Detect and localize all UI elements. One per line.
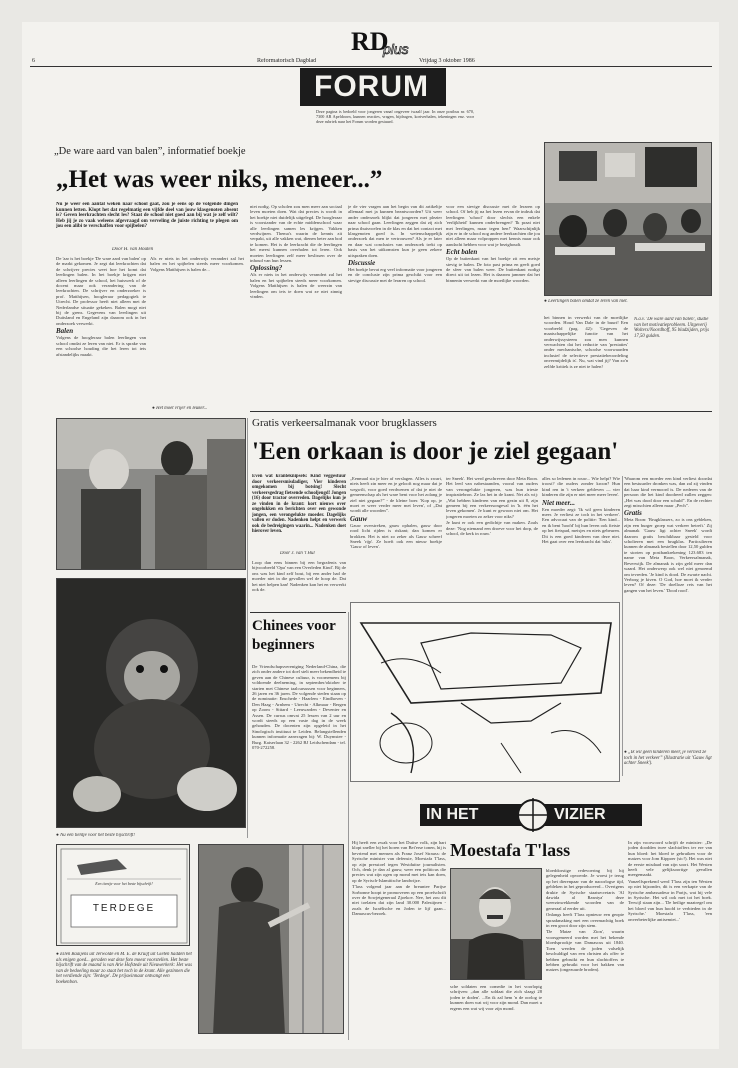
vizier-col1-body: Hij heeft een zwak voor het Duitse volk, zijn hart klopt sneller bij het horen van Bei'erse tonen, hij is bevriend met mensen als Franz Josef Strauss: de Syrische minister van defensie, Moestafa T'lass, op zijn presstoel tegen Westduitse journalisten. Och, denk je dan al gauw, weer een politicus die precies wat zijn ogen op mond met iets kan doen, op de Syrisch-Islamitische landwijze.	[352, 840, 446, 883]
article1-col5	[446, 204, 540, 404]
sign-caption: Een tientje voor het beste bijschrift!	[95, 881, 153, 886]
article1-kicker: „De ware aard van balen”, informatief boekje	[54, 146, 246, 157]
gorilla-caption-text: Nu een tientje voor het beste bijschrift!	[60, 833, 135, 838]
article2-col1b: Loop dan eens binnen bij een begrafenis van bijvoorbeeld 'Opa' van een Overleden Kind'. Bij de ons was het kind zelf bout, bij een ander had de moeder niet in die gevallen wel de hoop de. Dat het niet helpen kan! Nadenken kan het en verwerkt ook de.	[252, 560, 346, 593]
article1-col2	[150, 256, 244, 406]
vizier-logo-right: VIZIER	[554, 806, 606, 823]
issue-date: Vrijdag 3 oktober 1986	[419, 58, 475, 64]
column-rule	[348, 612, 349, 842]
forum-intro: Deze pagina is bedoeld voor jongeren vanaf ongeveer twaalf jaar. In onze postbus nr. 670, 7300 AR Apeldoorn, kunnen reacties, vragen, bijdragen, kortverhalen, tekeningen enz. voor deze rubriek naar het Forum worden gestuurd.	[316, 109, 474, 124]
bullet-icon: ●	[624, 750, 629, 755]
header-rule	[30, 66, 712, 67]
man-pointing-photo	[198, 844, 344, 1034]
article2-col5-body: 'Waarom een moeder een kind verliest doordat een bestuurder dronken was, dan zal zij vinden dat haar kind vermoord is. De nederen van de persoon die het kind doodreed zullen zeggen: „Het was dood door een schuld”. En de rechter zegt misschien alleen maar „Pech”.	[624, 476, 712, 509]
vizier-photo-caption: sche soldaten een comedie in het voorlopig schrijven: „dan alle soldaat die zich slaagt 28 joden te doden'. ...En ik zal hem 'n de oorlog te kunnen doen wat wij voor zijn mond. Dan moet u ergens een wat wij voor zijn mond.	[450, 984, 542, 1011]
article2-kicker: Gratis verkeersalmanak voor brugklassers	[252, 417, 437, 429]
vizier-col1	[352, 840, 446, 1040]
vizier-col3b: Vanzelfsprekend werd T'lass zijn ten Westen op niet bijzonder, dit is een verkapte van de Syrische ambassadeur in Parijs, wat hij vele in Syrische. Het wil ook met tot het boek. Terwijl staan zijn... 'De heilige maatregel om het bloed van hun hoofd te verbieden in de Syrische.' Moestafa T'lass, 'een onverbeterlijke antisemiet...'	[628, 878, 712, 922]
article1-lead: Nu je weer een aantal weken naar school gaat, zou je eens op de volgende dingen kunnen letten. Klopt het dat regelmatig een vijfde deel van jouw klasgenoten absent is? Geven leerkrachten slecht les? Staat de school niet goed aan bij wat je zelf wilt? Heb jij je zo vaak weleens afgevraagd om verveling de juiste richting te plegen om jou een alibi te verschaffen voor spijbelen?	[56, 202, 238, 230]
article1-col4	[348, 204, 442, 404]
article2-byline: Door J. van 't Hul	[280, 551, 315, 556]
article1-col1b: Volgens de hoogleraar balen leerlingen van school omdat ze leren van niet. Er is sprake van een schoolse houding die het leren tot iets afstandelijks maakt.	[56, 335, 146, 357]
vizier-col3	[628, 840, 712, 1040]
article2-col4-body: alles so ledenen in rouw... Wie helpt? Wie troost? die ouders zonder kroon? Hun kind ren in 't verkeer gebleven — vier kinderen die zijn er niet meer meer leven'.	[542, 476, 620, 498]
article1-sub-balen: Balen	[56, 327, 74, 336]
article2-col5b: Meta Boon: 'Brugklassers, zo is ons gebleken, zijn een burger groep wat verkeer betreft.' Zij almanak 'Gauw ligt achter Sneek' wordt daarom gratis beschikbaar gesteld voor scholieren met een brugklas. Particulieren kunnen de almanak bestellen door 12,50 gulden te storten op postbankrekening 123.683 ten name van Meta Boon, Verkeersalmanak, Beverwijk. De almanak is zijn geld meer dan waard. Het onderwerp ook wel niet genoemd om tevreden. 'Je kind is dood. De zwarte nacht. Verborg je kiven. O God, hoe moet ik verder leven? Of deze: 'De doelloze reis van het gangen van het leven.' 'Dood rood'.	[624, 517, 712, 593]
page-number: 6	[32, 58, 35, 64]
drawing-caption-text: „Ik wil geen kinderen meer, je verliest ze toch in het verkeer” (Illustratie uit 'Gauw ligt achter Sneek').	[624, 750, 712, 767]
bullet-icon: ●	[56, 952, 61, 957]
forum-logo-text: FORUM	[314, 70, 429, 103]
article1-col4b: Het boekje bevat erg veel informatie voor jongeren en de conclusie zijn prima geschikt voor een stevige discussie met de leraren op school.	[348, 267, 442, 283]
article1-sub-discussie: Discussie	[348, 259, 376, 268]
book-info-box: N.a.v. 'De ware aard van balen', studie van het motivatieprobleem. Uitgeverij Wolters/Noordhoff, 95 bladzijden, prijs 17,50 gulden.	[634, 317, 709, 339]
forum-logo	[300, 68, 446, 106]
column-rule	[622, 476, 623, 776]
article1-sub-oplossing: Oplossing?	[250, 264, 283, 273]
drawing-caption	[624, 750, 712, 767]
bullet-icon: ●	[544, 299, 549, 304]
publication-name: Reformatorisch Dagblad	[257, 58, 317, 64]
column-rule	[348, 840, 349, 1040]
vizier-col2	[546, 868, 624, 1040]
article2-col2	[350, 476, 442, 594]
svg-text:plus: plus	[383, 41, 409, 57]
classroom-photo-caption	[544, 299, 640, 305]
article2-headline: 'Een orkaan is door je ziel gegaan'	[252, 438, 619, 465]
article1-byline: Door H. van Houten	[112, 247, 154, 252]
article2-sub-niet-meer: Niet meer...	[542, 498, 576, 507]
article1-col3-body: niet nodig. Op scholen zou men meer aan sociaal leven moeten doen. Wat dat precies is wordt in het boekje niet duidelijk uitgelegd. De hoogleraar is voorstander van de echte middenschool waar alle leerlingen samen les krijgen. Vakken verdwijnen. Thema's waarin de kennis zit verpakt, uit alle vakken wat, dienen beter aan bod te komen. Het is de leerkracht die de leerlingen het meest kunnen overhalen tot leren. Ook moeten leerlingen zelf meer beslissen over de inhoud van hun lessen.	[250, 204, 342, 264]
article3-body: De Vriendschapsvereniging Nederland-China, die zich onder andere tot doel stelt meer bekendheid te geven aan de Chinese cultuur, is voornemens bij voldoende deelneming, in september/oktober te starten met Chinese taalcursussen voor beginners, 26 jaren en 36 jaren. De volgende steden staan op de nominatie: Enschede - Haarlem - Eindhoven - Den Haag - Arnhem - Utrecht - Alkmaar - Bergen op Zoom - Sittard - Leeuwarden - Deventer en Assen. De cursus omvat 25 lessen van 2 uur en wordt steeds op een vaste dag in de week gehouden. De docenten zijn opgeleid in het Sinologisch instituut te Leiden. Belangstellenden kunnen informatie aanvragen bij: W. Duymstee - Burg. Kaiserlaan 32 - 2262 BJ Leidschendam - tel. 070-272258.	[252, 664, 346, 751]
newspaper-page	[22, 22, 719, 1049]
svg-text:RD: RD	[351, 27, 389, 56]
article2-col3b: Je kunt er ook een gedichtje van maken. Zoals deze: 'Nog niemand een droeve voor het dorp, de school, de kerk in rouw.'	[446, 520, 538, 537]
article1-col4-body: je de vier vragen aan het begin van dit artikeltje allemaal met ja kunnen beantwoorden? Uit weer ander onderzoek blijkt dat jongeren met plezier naar school gaan. Leerlingen zeggen dat zij zich prima thuisvoelen in de klas en dat het contact met klasgenoten goed is. In wetenschappelijk onderzoek dat men te vertrouwen? Als je er later en daar wat conclusies van onderzoek trekt op basis van het uitkomsten kun je geen zekere uitspraken doen.	[348, 204, 442, 258]
article2-sub-gauw: Gauw	[350, 514, 368, 523]
article1-col3b: Als er niets in het onderwijs verandert zal het balen en het spijbelen steeds meer voorkomen. Volgens Matthijsen is balen de weerzin van leerlingen om iets te doen wat ze niet zinnig vinden.	[250, 272, 342, 300]
photo-small-caption-text: Het moet vrijer en leuker...	[156, 406, 208, 411]
article2-lead: Even wat kranteknipsels: Kind veggestuur door verkeersmisdadiger, Vier kinderen omgekomen bij botsing! Slecht verkeersgedrag fietsende schooljeugd! Jongen (16) door tractor overreden. Dagelijks kun je ze vinden in de krant: kort nieuws over ongelukken en berichten over een gewonde jongen, een verongelukte moeder. Dagelijks vallen er doden. Nadenken helpt en verwerk ook de bedreigingen waarin... Nadenken doet hierover leven.	[252, 474, 346, 534]
moestafa-tlass-photo	[450, 868, 542, 980]
article1-headline: „Het was weer niks, meneer...”	[56, 166, 383, 193]
vizier-logo	[420, 798, 642, 832]
baby-gorilla-photo	[56, 578, 246, 828]
gorilla-photo-caption	[56, 833, 246, 839]
vizier-headline: Moestafa T'lass	[450, 840, 571, 860]
vizier-col3-body: In zijn voorwoord schrijft de minister: „De joden doodden twee slachtoffers ter ere van hun bloed: het bloed te gebruiken voor de matzes voor Jom Kippoer (sic!). Het was niet de eerste misdaad van zijn soort. Het Westen heeft vele gelijksoortige gevallen meegemaakt.	[628, 840, 712, 878]
plus-logo	[347, 24, 417, 58]
article2-col2b: Gauw overstreken, gauw ophalen, gauw door rood licht rijden is riskant; dan komen er brokken. Het is niet zo zeker als Gauw schreef Sneek 'rijp'. Ze hoeft ook een nieuw boekje 'Gauw of leven'.	[350, 522, 442, 550]
article2-sub-gratis: Gratis	[624, 509, 642, 518]
child-with-adult-photo	[56, 418, 246, 570]
article1-col5b: Op de buitenkant van het boekje zit een meisje stevig te balen. De foto past prima en geeft goed de sfeer van balen weer. De buitenkant nodigt direct uit tot lezen. Het is daarom jammer dat het binnenin verwerkt van de moeilijke woorden.	[446, 256, 540, 283]
article2-col4b: Een moeder zegt: 'Ik wil geen kinderen meer. Je verliest ze toch in het verkeer'. Een advocaat van de politie: 'Een kind... en ik bent 'hoofd' bij hun leven ook fietste op het fietspad, meisjes en niets gebeuren. Dit is een goed kinderen van deze niet. Het gaat over een leerkracht dat 'niks'.	[542, 506, 620, 545]
terdege-caption-text: Ellen Baaijens uit Terwolde en M. E. de Kruijf uit Gieten hadden het als enigen goed... geraden wat deze foto moest voorstellen. Het beste bijschrift van de maand is van Arie Hofstede uit Nieuwerkerk: Het was van de bedoeling maar zo staat het toch in de krant. Alle gezinnen die het verdiende zijn: 'Terdege'. De prijswinnaar ontvangt een boekenbon.	[56, 952, 192, 985]
vizier-col2c: 'De Matze van Zion', waarin voorsgemeerd worden met het bekende bloedsprookje van Damascus uit 1840. Toen werden de joden valselijk beschuldigd van een christen als offer te hebben gebruikt en hun slachtoffers te hebben gebruikt voor het bakken van matzes (ongezuurde broden).	[546, 929, 624, 973]
classroom-photo	[544, 142, 712, 296]
article1-col1	[56, 256, 146, 406]
article1-sub-echt-balen: Echt balen	[446, 248, 478, 257]
bullet-icon: ●	[152, 406, 157, 411]
vizier-col2-body: bloeddorstige redevoering bij hij gelegenheid opvoerde. Je woest je terug op het dierenpaar van de naoorlogse tijd, gebleken in het geproduceerd... Overigens drukte de Syrische staatsecretaris 'Al dawida al Rasniya' deze weerzinwekkende woorden van de generaal al eerder uit.	[546, 868, 624, 911]
terdege-photo-caption	[56, 952, 192, 1036]
article2-col3	[446, 476, 538, 594]
vizier-col2b: Onlangs heeft T'lass opnieuw een geopte spraakmaking met een overmachtig boek in een groot door zijn stem.	[546, 912, 624, 929]
article2-col3-body: ter Sneek'. Het werd geschreven door Meta Boon. Het leed van nabestaanden, vooral van ouders van verongelukte jongeren, was hun trieste inspiratiebron. Ze las het in de krant. Net als wij: „Wat hebben kinderen van een gezin uit 8, zijn gemeen bij een verkeersongeval in 'h. één het leven gekomen'. Je kunt er gewoon niet om. Het jongeren moeten zo zeker voor niks?	[446, 476, 538, 519]
bullet-icon: ●	[56, 833, 61, 838]
article2-col2-body: „Eenmaal sta je hier af verslagen. Alles is zwart, niets heeft zin meer en je gelooft nog maar dat je wegwilt, voor goed verdwenen of dat je niet de gemeenschap als het ware bent voor het zolang je ziel niet gegaan?” - de kleine boer. 'Kop op, je moet er weer verder meer met leven', of „Dat wordt alle woorden”.	[350, 476, 442, 514]
terdege-sign-photo	[56, 844, 190, 946]
article2-col4	[542, 476, 620, 594]
car-window-drawing	[350, 602, 620, 782]
terdege-sign-text: TERDEGE	[92, 903, 156, 914]
article3-top-rule	[250, 612, 346, 613]
article2-col5	[624, 476, 712, 746]
article1-col3	[250, 204, 342, 404]
vizier-col1b: T'lass volgend jaar aan de breuntee Parijse Sorbonne hoopt te promoveren op een proefschrift over de Sowjetgeneraal Zjoekov. Nee, het zou dit niet toelaten dat zijn land 30.000 Palestijnen - zoals de Israëlische en Joden te lijf gaan... Damascus-bezoek.	[352, 884, 446, 917]
article2-top-rule	[250, 411, 712, 412]
vizier-logo-left: IN HET	[426, 806, 479, 823]
article1-col1-body: De 'aar is het boekje 'De ware aard van balen' op de markt gekomen. Je zegt dat leerkrachten dat de schrijver precies weet hoe het komt dat leerlingen balen. In het boekje krijgen niet alleen leerlingen de school, het huiswerk of de docent maar ook verandering van de leerkrachten. De schrijver en onderzoeker is prof. Matthijsen, hoogleraar pedagogiek te Utrecht. De professor heeft niet alleen met de Nederlandse situatie gekeken. Balen mogt niet bij de grens. Gegevens van leerlingen uit Duitsland en Engeland zijn daarom ook in het onderzoek verwerkt.	[56, 256, 146, 326]
article3-headline: Chinees voor beginners	[252, 618, 336, 653]
photo-small-caption	[152, 406, 242, 412]
article1-col2-body: Als er niets in het onderwijs verandert zal het balen en het spijbelen steeds meer voorkomen. Volgens Matthijsen is balen de...	[150, 256, 244, 272]
column-rule	[247, 418, 248, 838]
classroom-caption-text: Leerlingen balen omdat ze leren van niet.	[548, 299, 628, 304]
article1-col6: het binnen in verwerkt van de moeilijke woorden. Houd Van Dale in de buurt! Een voorbeeld (pag. 42): 'Gegeven de maatschappelijke functie van het onderwijssysteem zou men kunnen verwachten dat het reductie van 'prestaties' onder mechanische, schoolse voorwaarden inclusief de selectieve prestatiebeoordeling onvermijdelijk is'. Nu, wat vind jij? Van zo'n zelfde kritiek is ze niet te halen!	[544, 315, 628, 369]
article1-col5-body: voor een stevige discussie met de leraren op school. Of heb jij na het lezen ervan de indruk dat leerlingen 'school' door slechts een enkele 'eerlijkheid' kunnen onderbrengen? 'Ik praat niet met leerlingen, maar tegen hen!' Waarschijnlijk zijn er in de school nog andere leerkrachten die jou niet alleen maar volproppen met kennis maar ook aandacht hebben voor wat je bezighoudt.	[446, 204, 540, 247]
